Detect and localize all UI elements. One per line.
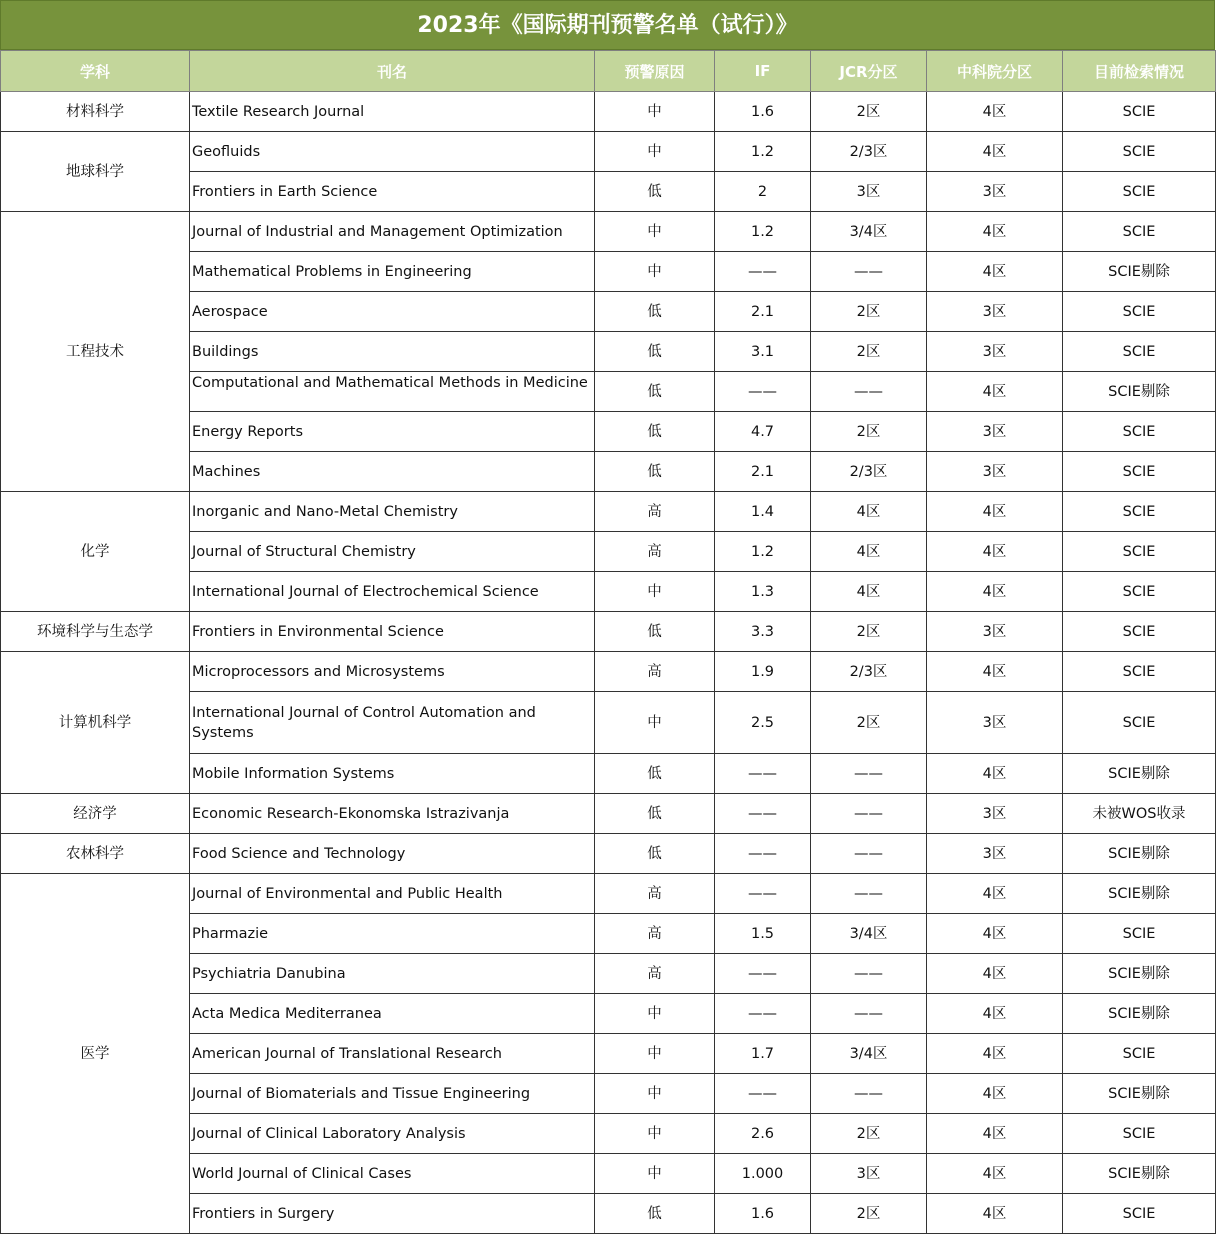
subject-cell: 计算机科学 — [1, 652, 190, 794]
cas-zone-cell: 3区 — [927, 794, 1063, 834]
impact-factor-cell: —— — [715, 834, 811, 874]
jcr-quartile-cell: 4区 — [811, 572, 927, 612]
journal-name-cell: Frontiers in Environmental Science — [190, 612, 595, 652]
index-status-cell: SCIE — [1063, 332, 1216, 372]
jcr-quartile-cell: —— — [811, 754, 927, 794]
jcr-quartile-cell: —— — [811, 994, 927, 1034]
cas-zone-cell: 4区 — [927, 252, 1063, 292]
impact-factor-cell: —— — [715, 754, 811, 794]
cas-zone-cell: 4区 — [927, 532, 1063, 572]
header-jcr: JCR分区 — [811, 51, 927, 92]
journal-name-cell: International Journal of Electrochemical Science — [190, 572, 595, 612]
table-row — [1, 794, 1216, 834]
warning-level-cell: 低 — [595, 1194, 715, 1234]
index-status-cell: SCIE — [1063, 212, 1216, 252]
warning-level-cell: 高 — [595, 874, 715, 914]
cas-zone-cell: 4区 — [927, 1114, 1063, 1154]
impact-factor-cell: —— — [715, 874, 811, 914]
jcr-quartile-cell: 2区 — [811, 1114, 927, 1154]
jcr-quartile-cell: 2区 — [811, 332, 927, 372]
jcr-quartile-cell: —— — [811, 794, 927, 834]
warning-level-cell: 低 — [595, 452, 715, 492]
journal-name-cell: Food Science and Technology — [190, 834, 595, 874]
warning-level-cell: 低 — [595, 292, 715, 332]
index-status-cell: SCIE — [1063, 914, 1216, 954]
table-row — [1, 612, 1216, 652]
jcr-quartile-cell: 3区 — [811, 172, 927, 212]
impact-factor-cell: 1.2 — [715, 212, 811, 252]
impact-factor-cell: 1.2 — [715, 532, 811, 572]
table-header — [1, 51, 1216, 92]
journal-name-cell: Journal of Structural Chemistry — [190, 532, 595, 572]
journal-name-cell: Geofluids — [190, 132, 595, 172]
cas-zone-cell: 3区 — [927, 692, 1063, 754]
jcr-quartile-cell: —— — [811, 372, 927, 412]
jcr-quartile-cell: 2区 — [811, 692, 927, 754]
table-row — [1, 652, 1216, 692]
cas-zone-cell: 4区 — [927, 954, 1063, 994]
subject-cell: 经济学 — [1, 794, 190, 834]
jcr-quartile-cell: 3/4区 — [811, 1034, 927, 1074]
cas-zone-cell: 4区 — [927, 1074, 1063, 1114]
index-status-cell: SCIE剔除 — [1063, 754, 1216, 794]
journal-name-cell: World Journal of Clinical Cases — [190, 1154, 595, 1194]
impact-factor-cell: —— — [715, 994, 811, 1034]
jcr-quartile-cell: —— — [811, 834, 927, 874]
cas-zone-cell: 4区 — [927, 1034, 1063, 1074]
subject-cell: 化学 — [1, 492, 190, 612]
warning-level-cell: 低 — [595, 754, 715, 794]
warning-level-cell: 中 — [595, 692, 715, 754]
cas-zone-cell: 4区 — [927, 132, 1063, 172]
warning-level-cell: 中 — [595, 994, 715, 1034]
journal-name-cell: Frontiers in Surgery — [190, 1194, 595, 1234]
journal-name-cell: Inorganic and Nano-Metal Chemistry — [190, 492, 595, 532]
impact-factor-cell: 1.4 — [715, 492, 811, 532]
jcr-quartile-cell: 2区 — [811, 1194, 927, 1234]
subject-cell: 医学 — [1, 874, 190, 1234]
index-status-cell: SCIE — [1063, 532, 1216, 572]
jcr-quartile-cell: —— — [811, 874, 927, 914]
subject-cell: 环境科学与生态学 — [1, 612, 190, 652]
cas-zone-cell: 3区 — [927, 332, 1063, 372]
impact-factor-cell: 1.6 — [715, 92, 811, 132]
index-status-cell: SCIE剔除 — [1063, 1154, 1216, 1194]
index-status-cell: SCIE剔除 — [1063, 954, 1216, 994]
cas-zone-cell: 4区 — [927, 212, 1063, 252]
jcr-quartile-cell: 3区 — [811, 1154, 927, 1194]
jcr-quartile-cell: 2区 — [811, 92, 927, 132]
impact-factor-cell: 3.1 — [715, 332, 811, 372]
index-status-cell: SCIE — [1063, 132, 1216, 172]
index-status-cell: SCIE — [1063, 292, 1216, 332]
impact-factor-cell: 1.7 — [715, 1034, 811, 1074]
impact-factor-cell: 1.9 — [715, 652, 811, 692]
index-status-cell: SCIE — [1063, 1034, 1216, 1074]
impact-factor-cell: —— — [715, 1074, 811, 1114]
cas-zone-cell: 4区 — [927, 572, 1063, 612]
table-row — [1, 492, 1216, 532]
index-status-cell: SCIE — [1063, 1114, 1216, 1154]
impact-factor-cell: 4.7 — [715, 412, 811, 452]
journal-name-cell: Journal of Biomaterials and Tissue Engineering — [190, 1074, 595, 1114]
warning-level-cell: 中 — [595, 1074, 715, 1114]
cas-zone-cell: 3区 — [927, 412, 1063, 452]
jcr-quartile-cell: 2区 — [811, 612, 927, 652]
table-row — [1, 92, 1216, 132]
index-status-cell: SCIE — [1063, 652, 1216, 692]
warning-level-cell: 中 — [595, 1114, 715, 1154]
index-status-cell: SCIE剔除 — [1063, 834, 1216, 874]
journal-name-cell: Frontiers in Earth Science — [190, 172, 595, 212]
header-row — [1, 51, 1216, 92]
journal-name-cell: Energy Reports — [190, 412, 595, 452]
warning-level-cell: 高 — [595, 954, 715, 994]
journal-name-cell: Journal of Industrial and Management Optimization — [190, 212, 595, 252]
cas-zone-cell: 4区 — [927, 1194, 1063, 1234]
journal-name-cell: Mobile Information Systems — [190, 754, 595, 794]
jcr-quartile-cell: 2区 — [811, 292, 927, 332]
index-status-cell: SCIE — [1063, 92, 1216, 132]
cas-zone-cell: 4区 — [927, 1154, 1063, 1194]
warning-level-cell: 低 — [595, 612, 715, 652]
jcr-quartile-cell: 2/3区 — [811, 132, 927, 172]
journal-table — [0, 50, 1216, 1234]
header-warning: 预警原因 — [595, 51, 715, 92]
warning-level-cell: 中 — [595, 92, 715, 132]
warning-level-cell: 低 — [595, 372, 715, 412]
jcr-quartile-cell: —— — [811, 252, 927, 292]
jcr-quartile-cell: —— — [811, 954, 927, 994]
warning-level-cell: 中 — [595, 572, 715, 612]
index-status-cell: SCIE — [1063, 572, 1216, 612]
cas-zone-cell: 3区 — [927, 172, 1063, 212]
cas-zone-cell: 3区 — [927, 834, 1063, 874]
header-subject: 学科 — [1, 51, 190, 92]
warning-level-cell: 低 — [595, 834, 715, 874]
index-status-cell: SCIE — [1063, 692, 1216, 754]
impact-factor-cell: —— — [715, 372, 811, 412]
impact-factor-cell: 1.5 — [715, 914, 811, 954]
index-status-cell: SCIE — [1063, 492, 1216, 532]
journal-name-cell: Journal of Environmental and Public Health — [190, 874, 595, 914]
table-row — [1, 132, 1216, 172]
cas-zone-cell: 3区 — [927, 612, 1063, 652]
impact-factor-cell: 2.6 — [715, 1114, 811, 1154]
journal-name-cell: Acta Medica Mediterranea — [190, 994, 595, 1034]
impact-factor-cell: 1.3 — [715, 572, 811, 612]
cas-zone-cell: 4区 — [927, 874, 1063, 914]
page-title: 2023年《国际期刊预警名单（试行）》 — [0, 0, 1215, 50]
table-row — [1, 874, 1216, 914]
jcr-quartile-cell: 2区 — [811, 412, 927, 452]
journal-name-cell: Microprocessors and Microsystems — [190, 652, 595, 692]
warning-level-cell: 低 — [595, 172, 715, 212]
warning-level-cell: 高 — [595, 532, 715, 572]
journal-name-cell: Psychiatria Danubina — [190, 954, 595, 994]
header-cas: 中科院分区 — [927, 51, 1063, 92]
impact-factor-cell: 2.1 — [715, 292, 811, 332]
cas-zone-cell: 3区 — [927, 292, 1063, 332]
journal-name-cell: International Journal of Control Automation and Systems — [190, 692, 595, 754]
cas-zone-cell: 4区 — [927, 754, 1063, 794]
impact-factor-cell: —— — [715, 252, 811, 292]
jcr-quartile-cell: —— — [811, 1074, 927, 1114]
journal-name-cell: Textile Research Journal — [190, 92, 595, 132]
impact-factor-cell: —— — [715, 794, 811, 834]
jcr-quartile-cell: 2/3区 — [811, 452, 927, 492]
impact-factor-cell: 1.2 — [715, 132, 811, 172]
impact-factor-cell: 1.6 — [715, 1194, 811, 1234]
impact-factor-cell: 2.1 — [715, 452, 811, 492]
jcr-quartile-cell: 4区 — [811, 492, 927, 532]
jcr-quartile-cell: 3/4区 — [811, 914, 927, 954]
warning-level-cell: 中 — [595, 212, 715, 252]
index-status-cell: SCIE剔除 — [1063, 874, 1216, 914]
journal-name-cell: Machines — [190, 452, 595, 492]
warning-level-cell: 中 — [595, 252, 715, 292]
index-status-cell: 未被WOS收录 — [1063, 794, 1216, 834]
index-status-cell: SCIE — [1063, 1194, 1216, 1234]
warning-level-cell: 高 — [595, 492, 715, 532]
cas-zone-cell: 4区 — [927, 652, 1063, 692]
impact-factor-cell: —— — [715, 954, 811, 994]
impact-factor-cell: 2 — [715, 172, 811, 212]
warning-level-cell: 低 — [595, 794, 715, 834]
journal-name-cell: American Journal of Translational Research — [190, 1034, 595, 1074]
journal-name-cell: Pharmazie — [190, 914, 595, 954]
header-if: IF — [715, 51, 811, 92]
cas-zone-cell: 4区 — [927, 994, 1063, 1034]
index-status-cell: SCIE — [1063, 412, 1216, 452]
table-body — [1, 92, 1216, 1234]
cas-zone-cell: 4区 — [927, 914, 1063, 954]
jcr-quartile-cell: 3/4区 — [811, 212, 927, 252]
index-status-cell: SCIE — [1063, 452, 1216, 492]
index-status-cell: SCIE剔除 — [1063, 372, 1216, 412]
subject-cell: 地球科学 — [1, 132, 190, 212]
table-row — [1, 834, 1216, 874]
index-status-cell: SCIE剔除 — [1063, 1074, 1216, 1114]
subject-cell: 农林科学 — [1, 834, 190, 874]
journal-name-cell: Journal of Clinical Laboratory Analysis — [190, 1114, 595, 1154]
cas-zone-cell: 4区 — [927, 92, 1063, 132]
journal-name-cell: Buildings — [190, 332, 595, 372]
subject-cell: 工程技术 — [1, 212, 190, 492]
index-status-cell: SCIE — [1063, 172, 1216, 212]
warning-level-cell: 低 — [595, 332, 715, 372]
journal-name-cell: Aerospace — [190, 292, 595, 332]
cas-zone-cell: 4区 — [927, 492, 1063, 532]
index-status-cell: SCIE剔除 — [1063, 994, 1216, 1034]
jcr-quartile-cell: 4区 — [811, 532, 927, 572]
subject-cell: 材料科学 — [1, 92, 190, 132]
journal-name-cell: Mathematical Problems in Engineering — [190, 252, 595, 292]
warning-level-cell: 高 — [595, 652, 715, 692]
warning-level-cell: 低 — [595, 412, 715, 452]
index-status-cell: SCIE — [1063, 612, 1216, 652]
header-status: 目前检索情况 — [1063, 51, 1216, 92]
journal-name-cell: Economic Research-Ekonomska Istrazivanja — [190, 794, 595, 834]
warning-level-cell: 中 — [595, 1034, 715, 1074]
warning-level-cell: 高 — [595, 914, 715, 954]
jcr-quartile-cell: 2/3区 — [811, 652, 927, 692]
cas-zone-cell: 3区 — [927, 452, 1063, 492]
table-row — [1, 212, 1216, 252]
cas-zone-cell: 4区 — [927, 372, 1063, 412]
impact-factor-cell: 2.5 — [715, 692, 811, 754]
warning-level-cell: 中 — [595, 1154, 715, 1194]
warning-level-cell: 中 — [595, 132, 715, 172]
impact-factor-cell: 1.000 — [715, 1154, 811, 1194]
journal-name-cell: Computational and Mathematical Methods in Medicine — [190, 372, 595, 412]
header-journal: 刊名 — [190, 51, 595, 92]
impact-factor-cell: 3.3 — [715, 612, 811, 652]
index-status-cell: SCIE剔除 — [1063, 252, 1216, 292]
